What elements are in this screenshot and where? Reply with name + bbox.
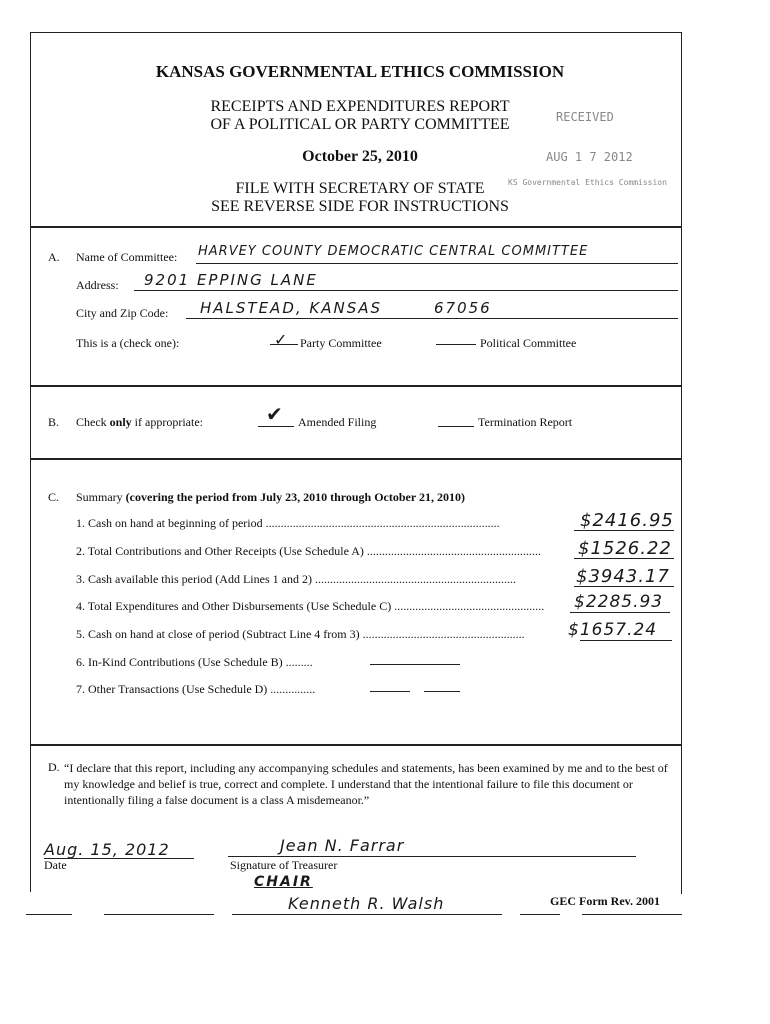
political-committee-label: Political Committee (480, 336, 577, 350)
declaration-text: “I declare that this report, including any accompanying schedules and statements, has been examined by me and to the best of my knowledge and belief is true, correct and complete. I understand that the intentional failure to file this document or intentionally filing a false document is a class A misdemeanor.” (64, 761, 668, 807)
section-b-label (76, 415, 203, 430)
section-c-title-bold: (covering the period from July 23, 2010 through October 21, 2010) (125, 490, 465, 504)
form-id: GEC Form Rev. 2001 (550, 894, 660, 908)
signature-label: Signature of Treasurer (230, 858, 338, 872)
amount-line-3 (574, 568, 674, 587)
address-value: 9201 EPPING LANE (144, 271, 318, 289)
summary-line-5: 5. Cash on hand at close of period (Subtract Line 4 from 3) ...................................................... (76, 627, 525, 641)
amount-line-2 (574, 540, 674, 559)
party-committee-checkmark: ✓ (274, 330, 290, 349)
bottom-border-seg-5 (582, 914, 682, 915)
divider-header (30, 226, 681, 228)
summary-line-7: 7. Other Transactions (Use Schedule D) ............... (76, 682, 316, 696)
agency-title: KANSAS GOVERNMENTAL ETHICS COMMISSION (155, 62, 565, 81)
divider-c (30, 744, 681, 746)
summary-amount-1: $2416.95 (580, 510, 674, 531)
amount-line-5 (580, 622, 672, 641)
summary-line-6: 6. In-Kind Contributions (Use Schedule B) ......... (76, 655, 313, 669)
report-title-line1: RECEIPTS AND EXPENDITURES REPORT (210, 98, 510, 115)
section-c-title (76, 490, 465, 505)
line-6-blank (370, 664, 460, 665)
summary-amount-2: $1526.22 (578, 538, 672, 559)
divider-a (30, 385, 681, 387)
amount-line-4 (570, 594, 670, 613)
section-c-letter: C. (48, 490, 60, 504)
bottom-border-seg-2 (104, 914, 214, 915)
file-with-line: FILE WITH SECRETARY OF STATE (235, 180, 485, 197)
date-signed-value: Aug. 15, 2012 (44, 840, 170, 859)
line-7-blank-b (424, 691, 460, 692)
section-d-letter: D. (48, 760, 60, 774)
address-label: Address: (76, 278, 119, 292)
termination-label: Termination Report (478, 415, 573, 429)
termination-blank (438, 412, 474, 427)
party-committee-label: Party Committee (300, 336, 382, 350)
treasurer-signature: Jean N. Farrar (280, 836, 405, 855)
amended-filing-label: Amended Filing (298, 415, 377, 429)
summary-line-4: 4. Total Expenditures and Other Disbursements (Use Schedule C) .................................................. (76, 599, 545, 613)
border-right (681, 32, 682, 894)
committee-type-label: This is a (check one): (76, 336, 180, 350)
chair-label: CHAIR (254, 874, 313, 890)
political-committee-blank (436, 332, 476, 345)
amount-line-1 (574, 512, 674, 531)
summary-line-3: 3. Cash available this period (Add Lines 1 and 2) ................................................................... (76, 572, 516, 586)
section-b-label-bold: only (109, 415, 132, 429)
section-b-letter: B. (48, 415, 60, 429)
report-title-line2: OF A POLITICAL OR PARTY COMMITTEE (210, 116, 510, 133)
section-b-label-post: if appropriate: (134, 415, 203, 429)
summary-amount-3: $3943.17 (576, 566, 670, 587)
section-a-letter: A. (48, 250, 60, 264)
summary-line-2: 2. Total Contributions and Other Receipts (Use Schedule A) .......................................................... (76, 544, 541, 558)
section-c-title-pre: Summary (76, 490, 123, 504)
chair-signature: Kenneth R. Walsh (288, 894, 445, 913)
border-left (30, 32, 31, 892)
instructions-line: SEE REVERSE SIDE FOR INSTRUCTIONS (211, 198, 509, 215)
line-7-blank-a (370, 691, 410, 692)
date-label: Date (44, 858, 67, 872)
bottom-border-seg-4 (520, 914, 560, 915)
committee-name-label: Name of Committee: (76, 250, 178, 264)
amended-filing-checkmark: ✔ (266, 402, 285, 426)
summary-amount-5: $1657.24 (568, 620, 658, 640)
zip-value: 67056 (434, 299, 492, 317)
committee-name-value: HARVEY COUNTY DEMOCRATIC CENTRAL COMMITTEE (198, 244, 589, 259)
summary-line-1: 1. Cash on hand at beginning of period .............................................................................. (76, 516, 500, 530)
divider-b (30, 458, 681, 460)
signature-line (228, 856, 636, 857)
stamp-date: AUG 1 7 2012 (546, 150, 633, 164)
border-top (30, 32, 681, 33)
city-zip-label: City and Zip Code: (76, 306, 169, 320)
city-value: HALSTEAD, KANSAS (200, 299, 383, 317)
bottom-border-seg-1 (26, 914, 72, 915)
summary-amount-4: $2285.93 (574, 592, 664, 612)
stamp-agency: KS Governmental Ethics Commission (508, 178, 667, 187)
received-stamp: RECEIVED (556, 110, 614, 124)
party-committee-blank (270, 332, 298, 345)
bottom-border-seg-3 (232, 914, 502, 915)
section-b-label-pre: Check (76, 415, 107, 429)
report-date: October 25, 2010 (302, 148, 418, 165)
